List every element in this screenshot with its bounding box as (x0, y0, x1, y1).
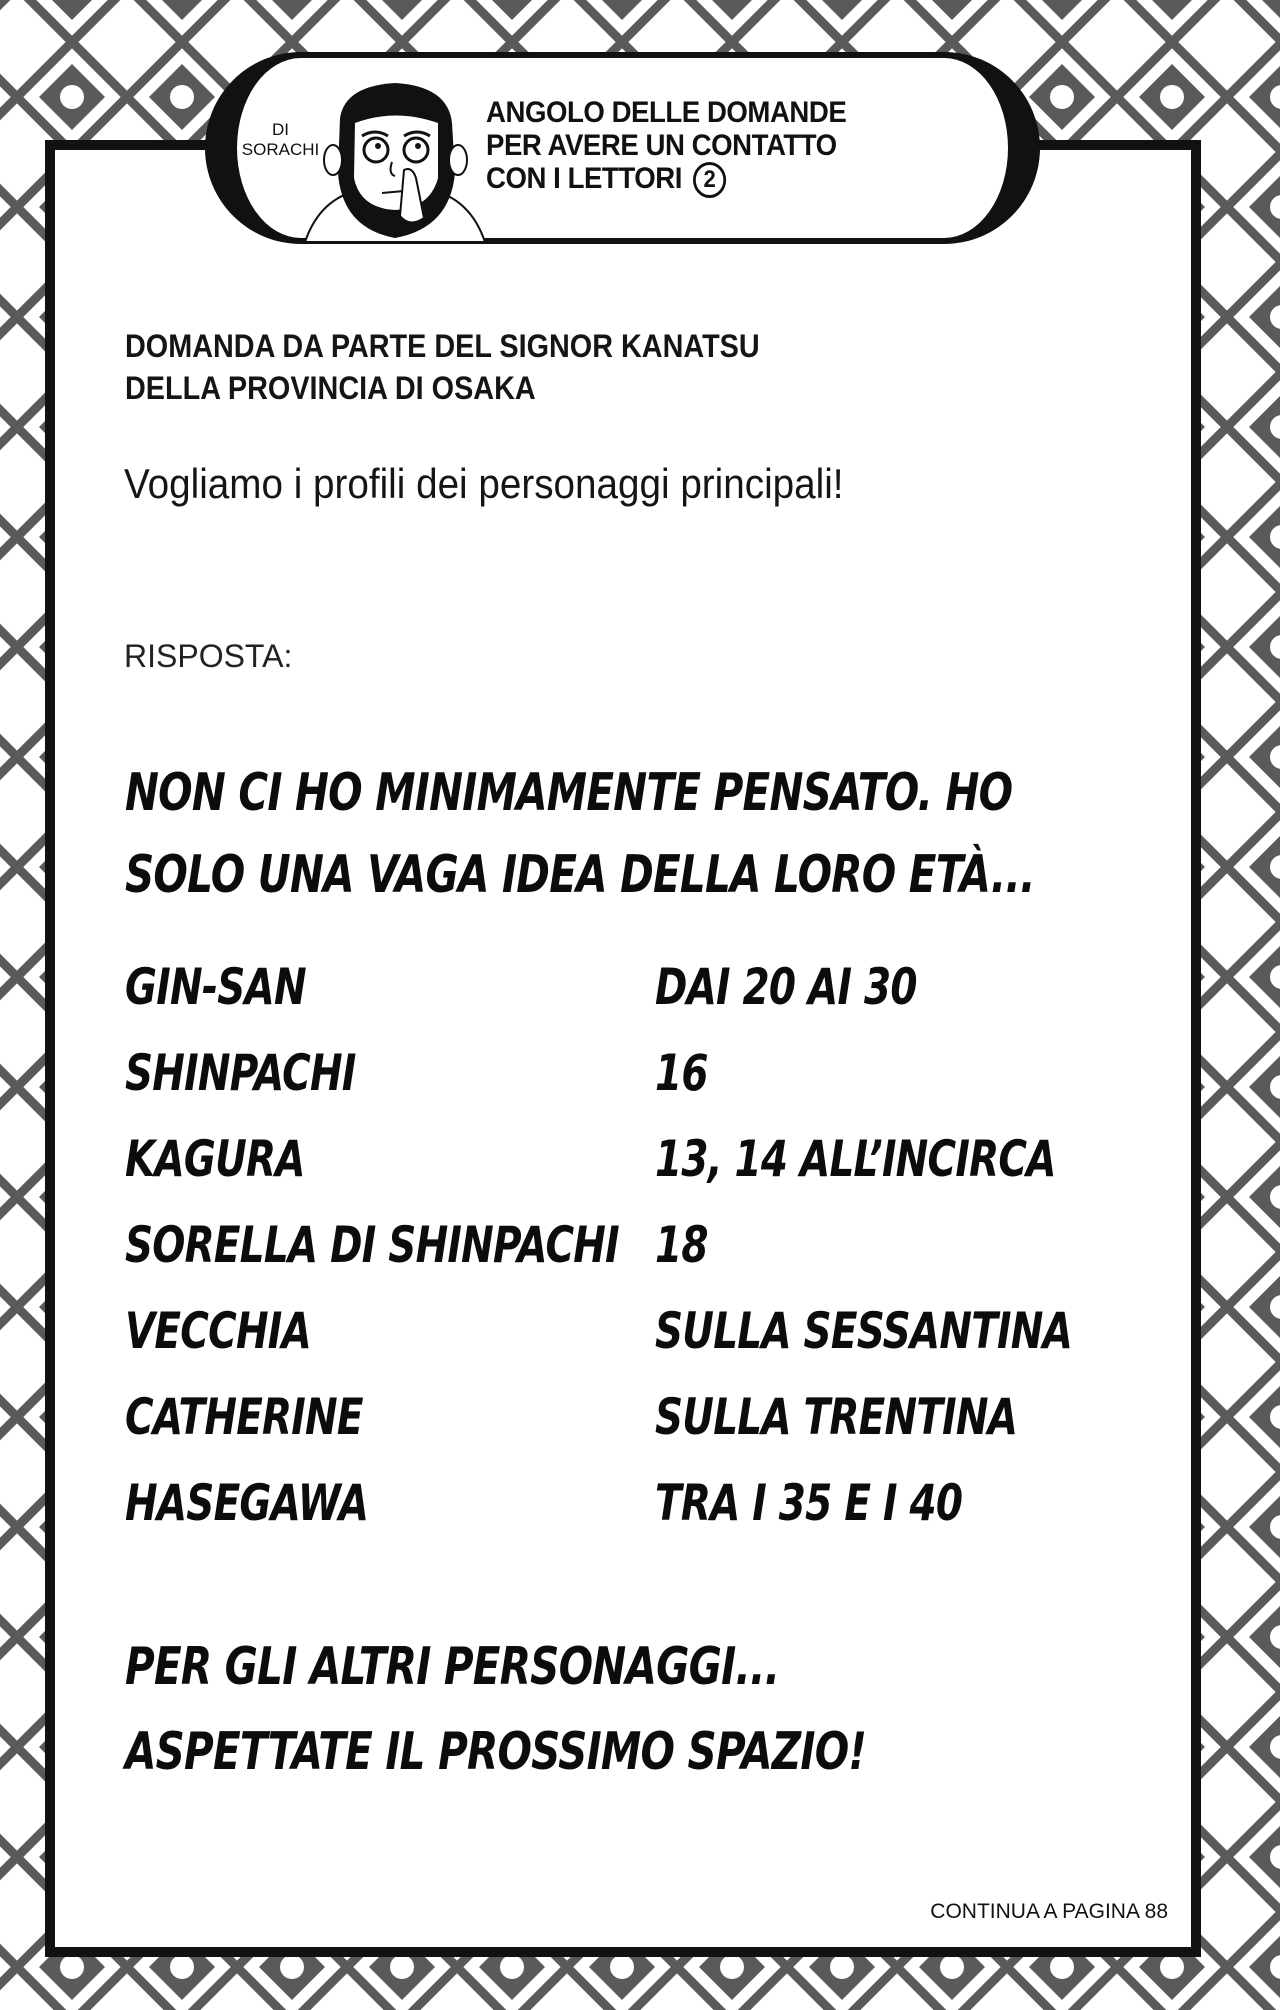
header-title (486, 96, 964, 198)
answer-intro-line-2: SOLO UNA VAGA IDEA DELLA LORO ETÀ... (125, 845, 1035, 905)
character-age: SULLA SESSANTINA (655, 1302, 1073, 1360)
title-line-3 (486, 162, 964, 198)
character-name: CATHERINE (125, 1388, 363, 1446)
author-line-2: SORACHI (241, 140, 320, 159)
character-age: 18 (655, 1216, 708, 1274)
character-name: HASEGAWA (125, 1474, 369, 1532)
question-sender-line-1: DOMANDA DA PARTE DEL SIGNOR KANATSU (125, 328, 760, 364)
answer-outro (125, 1625, 866, 1795)
title-line-3-text: CON I LETTORI (486, 162, 682, 195)
answer-outro-line-1: PER GLI ALTRI PERSONAGGI... (125, 1637, 780, 1697)
issue-number-badge: 2 (693, 162, 726, 198)
answer-outro-line-2: ASPETTATE IL PROSSIMO SPAZIO! (125, 1722, 867, 1782)
title-line-1: ANGOLO DELLE DOMANDE (486, 96, 847, 129)
character-age: TRA I 35 E I 40 (655, 1474, 963, 1532)
answer-intro (125, 752, 1035, 916)
question-sender (125, 325, 1025, 409)
author-portrait-icon (300, 78, 490, 242)
answer-label: RISPOSTA: (124, 638, 293, 674)
character-name: KAGURA (125, 1130, 305, 1188)
continue-page-note: CONTINUA A PAGINA 88 (930, 1900, 1168, 1923)
character-name: SORELLA DI SHINPACHI (125, 1216, 619, 1274)
answer-intro-line-1: NON CI HO MINIMAMENTE PENSATO. HO (125, 763, 1013, 823)
title-line-2: PER AVERE UN CONTATTO (486, 129, 837, 162)
character-age: 16 (655, 1044, 708, 1102)
question-sender-line-2: DELLA PROVINCIA DI OSAKA (125, 370, 536, 406)
character-age: SULLA TRENTINA (655, 1388, 1018, 1446)
character-age: 13, 14 ALL’INCIRCA (655, 1130, 1056, 1188)
character-name: SHINPACHI (125, 1044, 356, 1102)
character-name: GIN-SAN (125, 958, 306, 1016)
character-name: VECCHIA (125, 1302, 311, 1360)
character-age: DAI 20 AI 30 (655, 958, 917, 1016)
author-line-1: DI (272, 120, 289, 139)
question-text: Vogliamo i profili dei personaggi principali! (124, 460, 844, 507)
